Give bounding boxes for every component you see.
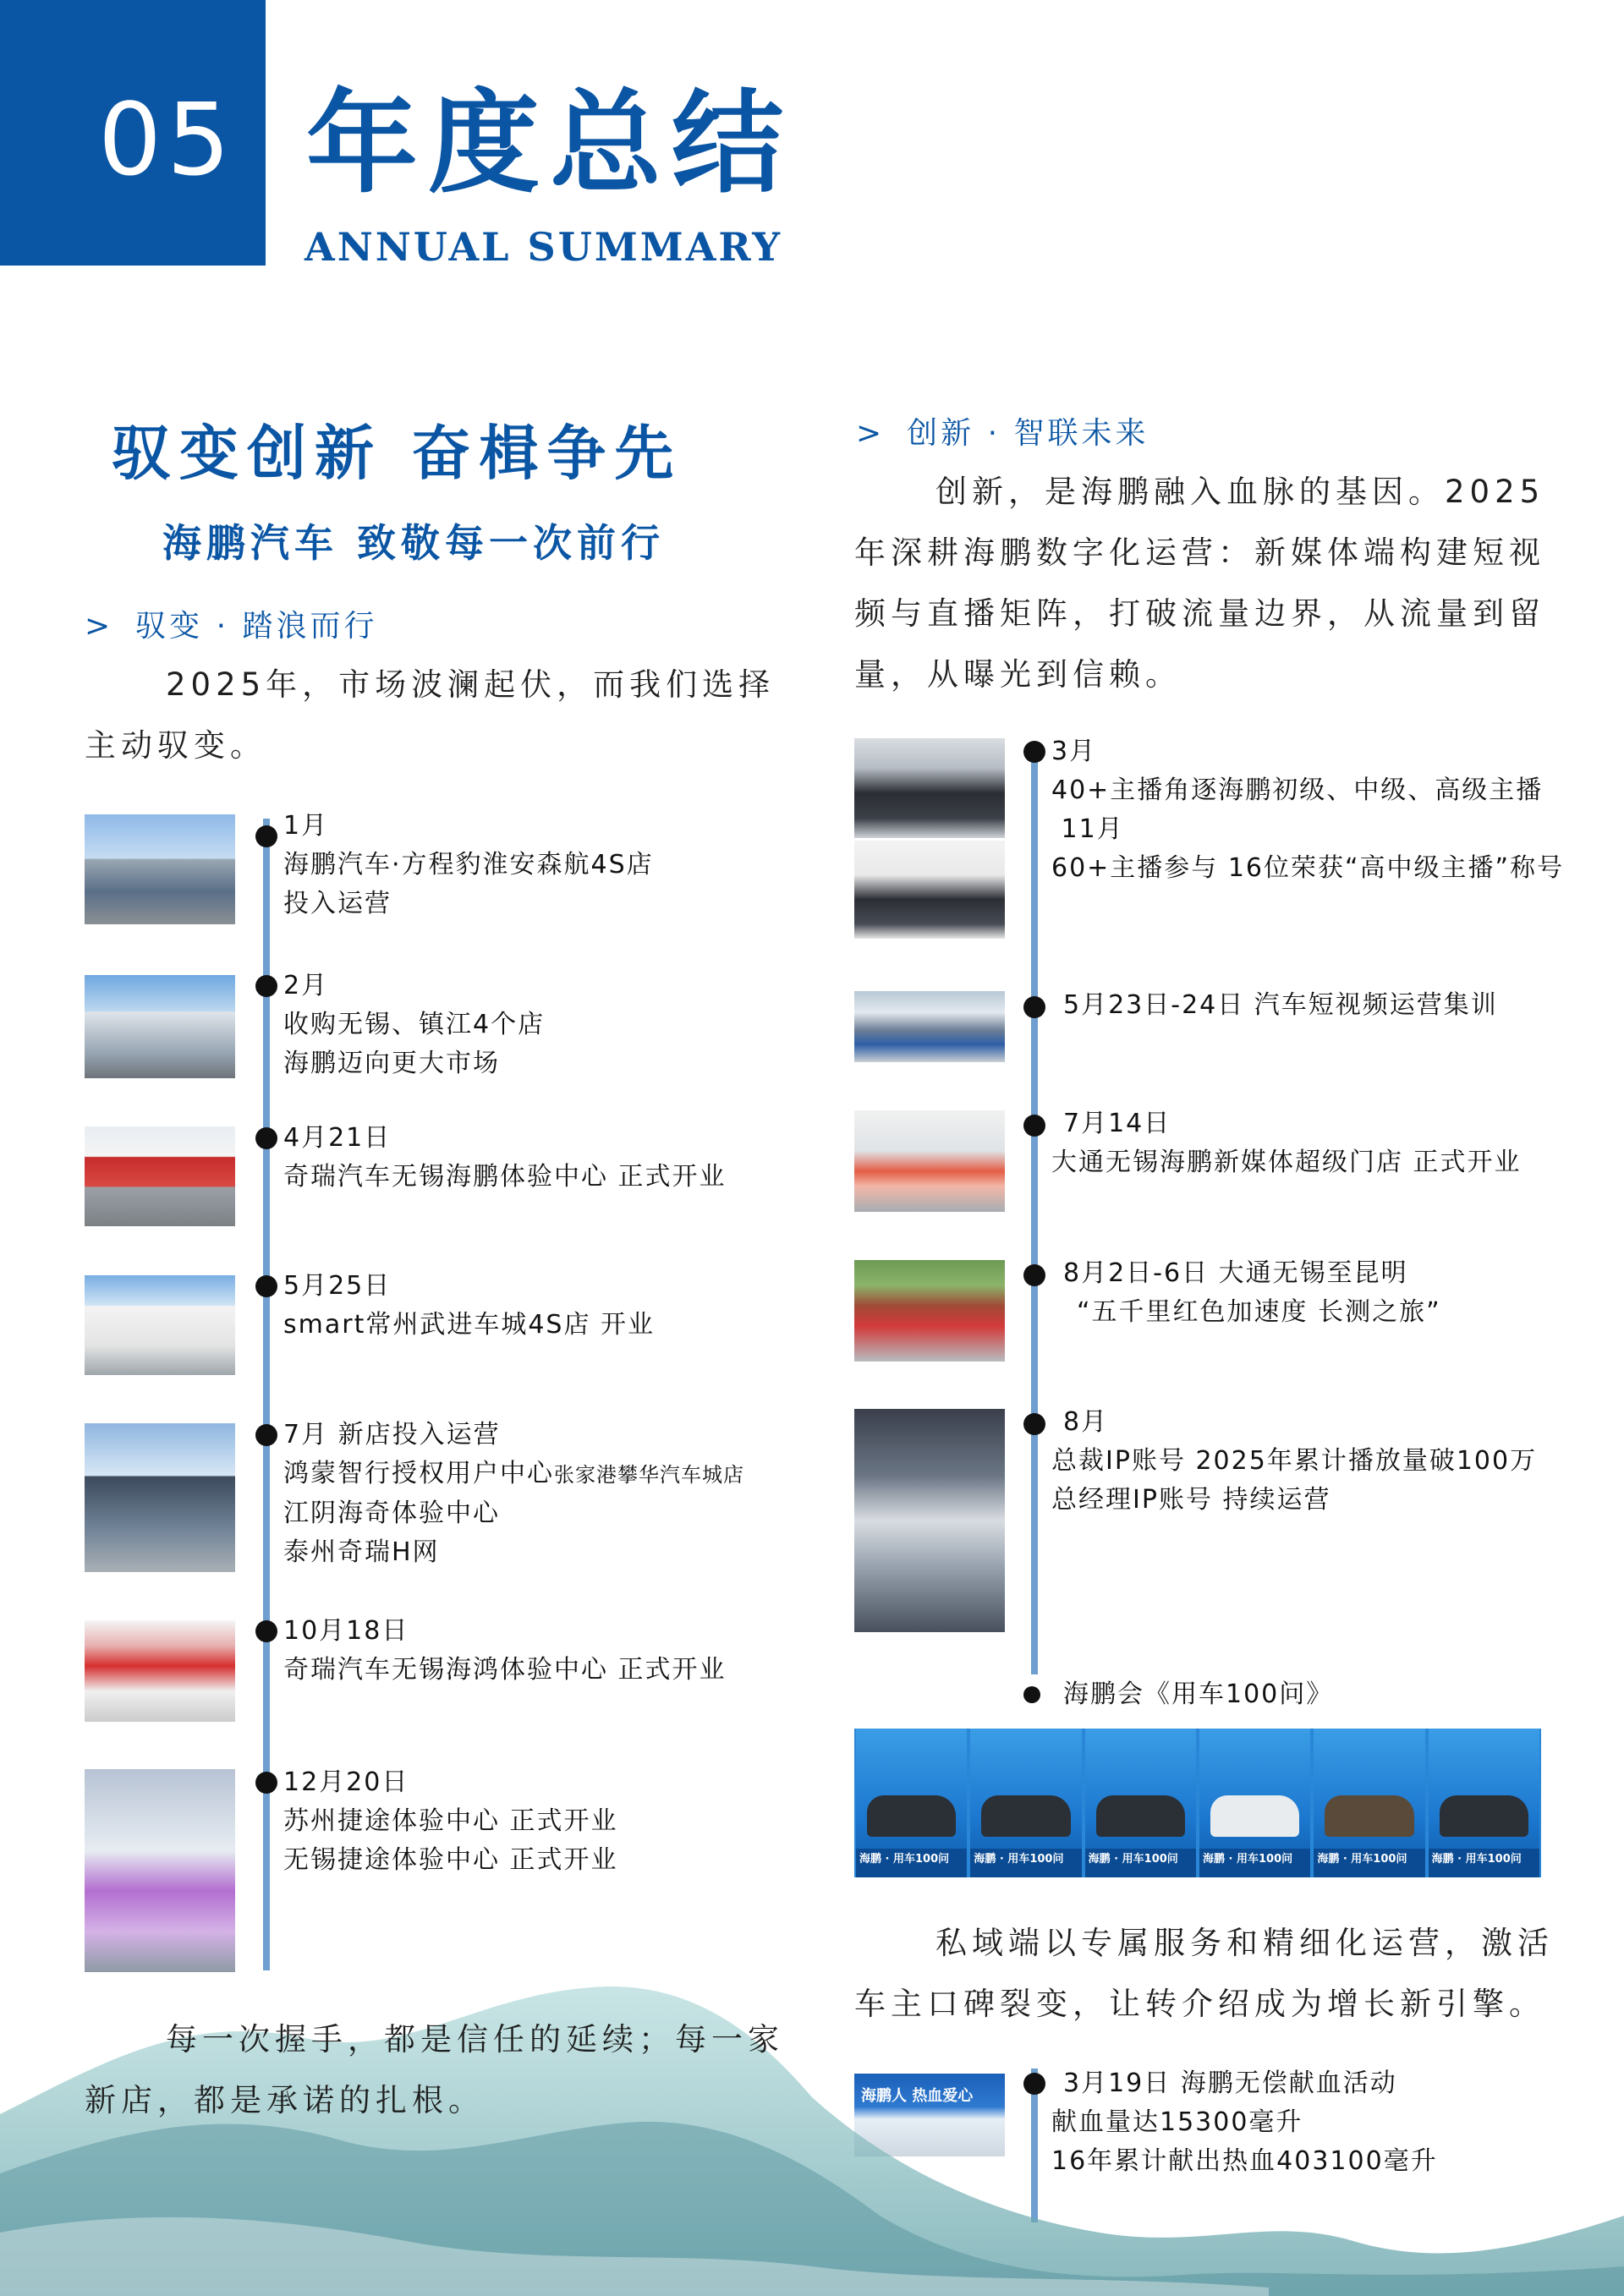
anchors-photo-march bbox=[854, 738, 1005, 838]
timeline-line: 8月2日-6日 大通无锡至昆明 bbox=[1063, 1258, 1408, 1288]
timeline-item-may bbox=[283, 1267, 655, 1345]
qa-panel-tag: 海鹏 · 用车100问 bbox=[1202, 1853, 1293, 1866]
timeline-dot bbox=[255, 1424, 277, 1446]
timeline-dot bbox=[255, 1620, 277, 1642]
section-title-left bbox=[85, 602, 378, 645]
timeline-dot bbox=[255, 1275, 277, 1297]
timeline-item-ip bbox=[1051, 1403, 1537, 1520]
store-photo-jan bbox=[85, 814, 235, 924]
timeline-date: 12月20日 bbox=[283, 1767, 409, 1797]
timeline-date: 8月 bbox=[1063, 1407, 1109, 1437]
qa-panel bbox=[1429, 1729, 1539, 1877]
timeline-line: 3月19日 海鹏无偿献血活动 bbox=[1063, 2069, 1397, 2098]
timeline-line: 献血量达15300毫升 bbox=[1051, 2107, 1303, 2137]
qa-panel-tag: 海鹏 · 用车100问 bbox=[859, 1853, 950, 1866]
left-heading: 驭变创新 奋楫争先 bbox=[112, 419, 683, 488]
section-title-right bbox=[856, 409, 1149, 452]
qa-panel bbox=[1314, 1729, 1424, 1877]
timeline-dot bbox=[1023, 1686, 1040, 1703]
qa-panel bbox=[1085, 1729, 1196, 1877]
qa-panel-tag: 海鹏 · 用车100问 bbox=[1431, 1853, 1522, 1866]
anchors-photo-november bbox=[854, 841, 1005, 939]
timeline-line: 收购无锡、镇江4个店 bbox=[283, 1010, 546, 1039]
timeline-date: 3月 bbox=[1051, 737, 1097, 766]
timeline-dot bbox=[1023, 1413, 1045, 1435]
timeline-line: 海鹏会《用车100问》 bbox=[1063, 1680, 1334, 1709]
timeline-item-training bbox=[1063, 986, 1498, 1025]
chevron-right-icon: > bbox=[856, 416, 886, 451]
timeline-dot bbox=[1023, 1115, 1045, 1137]
timeline-item-road-trip bbox=[1063, 1254, 1441, 1332]
qa-panel-tag: 海鹏 · 用车100问 bbox=[1317, 1853, 1407, 1866]
store-photo-oct bbox=[85, 1620, 235, 1722]
timeline-line: “五千里红色加速度 长测之旅” bbox=[1077, 1297, 1441, 1327]
timeline-line bbox=[283, 1455, 744, 1494]
road-trip-photo bbox=[854, 1260, 1005, 1362]
timeline-line: 投入运营 bbox=[283, 889, 392, 918]
timeline-dot bbox=[255, 1772, 277, 1794]
timeline-line: 总裁IP账号 2025年累计播放量破100万 bbox=[1051, 1446, 1538, 1476]
timeline-item-anchors bbox=[1051, 732, 1564, 888]
timeline-dot bbox=[1023, 1264, 1045, 1286]
timeline-line-right bbox=[1031, 744, 1038, 1674]
timeline-line: 总经理IP账号 持续运营 bbox=[1051, 1485, 1331, 1515]
timeline-line: 奇瑞汽车无锡海鹏体验中心 正式开业 bbox=[283, 1162, 727, 1192]
timeline-date: 10月18日 bbox=[283, 1616, 409, 1646]
qa-panel-tag: 海鹏 · 用车100问 bbox=[1088, 1853, 1178, 1866]
qa-panel bbox=[970, 1729, 1081, 1877]
timeline-line: 海鹏迈向更大市场 bbox=[283, 1049, 500, 1078]
timeline-date: 11月 bbox=[1051, 814, 1124, 844]
store-photo-may bbox=[85, 1275, 235, 1375]
left-subheading: 海鹏汽车 致敬每一次前行 bbox=[162, 520, 666, 566]
timeline-line-small: 张家港攀华汽车城店 bbox=[554, 1463, 744, 1487]
section-title-left-text: 驭变 · 踏浪而行 bbox=[135, 609, 378, 644]
timeline-date: 1月 bbox=[283, 811, 329, 841]
timeline-date: 4月21日 bbox=[283, 1123, 392, 1153]
qa-panel bbox=[856, 1729, 967, 1877]
timeline-line-main: 鸿蒙智行授权用户中心 bbox=[283, 1459, 554, 1488]
timeline-line: 5月23日-24日 汽车短视频运营集训 bbox=[1063, 990, 1498, 1020]
store-photo-dec bbox=[85, 1769, 235, 1972]
timeline-line: 无锡捷途体验中心 正式开业 bbox=[283, 1845, 618, 1875]
timeline-item-dec bbox=[283, 1763, 618, 1880]
section-number: 05 bbox=[98, 81, 236, 198]
right-intro-paragraph: 创新，是海鹏融入血脉的基因。2025年深耕海鹏数字化运营：新媒体端构建短视频与直播矩阵，打破流量边界，从流量到留量，从曝光到信赖。 bbox=[854, 474, 1545, 693]
timeline-line: 江阴海奇体验中心 bbox=[283, 1499, 500, 1528]
timeline-item-jan bbox=[283, 807, 654, 923]
timeline-date: 2月 bbox=[283, 971, 329, 1000]
super-store-photo bbox=[854, 1110, 1005, 1212]
timeline-item-apr bbox=[283, 1119, 727, 1197]
timeline-date: 7月14日 bbox=[1063, 1109, 1171, 1138]
section-title-right-text: 创新 · 智联未来 bbox=[907, 416, 1149, 451]
left-intro-paragraph: 2025年，市场波澜起伏，而我们选择主动驭变。 bbox=[85, 666, 776, 764]
timeline-dot bbox=[1023, 996, 1045, 1018]
qa-panel bbox=[1199, 1729, 1310, 1877]
timeline-line: 海鹏汽车·方程豹淮安森航4S店 bbox=[283, 850, 654, 879]
timeline-dot bbox=[1023, 741, 1045, 763]
chevron-right-icon: > bbox=[85, 609, 114, 644]
timeline-dot bbox=[255, 825, 277, 847]
timeline-dot bbox=[255, 1127, 277, 1149]
timeline-item-super-store bbox=[1051, 1104, 1522, 1182]
ip-account-screens bbox=[854, 1409, 1005, 1632]
store-photo-feb bbox=[85, 975, 235, 1078]
timeline-item-oct bbox=[283, 1612, 727, 1690]
timeline-dot bbox=[255, 975, 277, 997]
training-photo bbox=[854, 991, 1005, 1062]
timeline-line: 泰州奇瑞H网 bbox=[283, 1537, 440, 1567]
timeline-item-jul bbox=[283, 1416, 744, 1572]
timeline-line: 苏州捷途体验中心 正式开业 bbox=[283, 1806, 618, 1836]
timeline-date: 7月 新店投入运营 bbox=[283, 1420, 501, 1449]
timeline-line: 16年累计献出热血403100毫升 bbox=[1051, 2146, 1438, 2176]
store-photo-apr bbox=[85, 1126, 235, 1226]
page-title: 年度总结 bbox=[306, 79, 793, 209]
store-photo-jul bbox=[85, 1423, 235, 1572]
private-domain-paragraph: 私域端以专属服务和精细化运营，激活车主口碑裂变，让转介绍成为增长新引擎。 bbox=[854, 1925, 1554, 2022]
closing-paragraph: 每一次握手，都是信任的延续；每一家新店，都是承诺的扎根。 bbox=[85, 2021, 784, 2118]
timeline-line: 60+主播参与 16位荣获“高中级主播”称号 bbox=[1051, 853, 1565, 883]
section-number-box bbox=[0, 0, 266, 266]
qa-banner bbox=[854, 1729, 1541, 1877]
timeline-line: smart常州武进车城4S店 开业 bbox=[283, 1310, 655, 1340]
timeline-line: 大通无锡海鹏新媒体超级门店 正式开业 bbox=[1051, 1148, 1522, 1177]
page-subtitle-en: ANNUAL SUMMARY bbox=[304, 224, 783, 270]
timeline-line: 奇瑞汽车无锡海鸿体验中心 正式开业 bbox=[283, 1655, 727, 1685]
timeline-line: 40+主播角逐海鹏初级、中级、高级主播 bbox=[1051, 775, 1544, 805]
blood-photo-text: 海鹏人 热血爱心 bbox=[861, 2087, 974, 2105]
timeline-item-feb bbox=[283, 967, 545, 1083]
timeline-date: 5月25日 bbox=[283, 1271, 392, 1301]
qa-panel-tag: 海鹏 · 用车100问 bbox=[974, 1853, 1064, 1866]
timeline-item-qa bbox=[1063, 1675, 1333, 1714]
